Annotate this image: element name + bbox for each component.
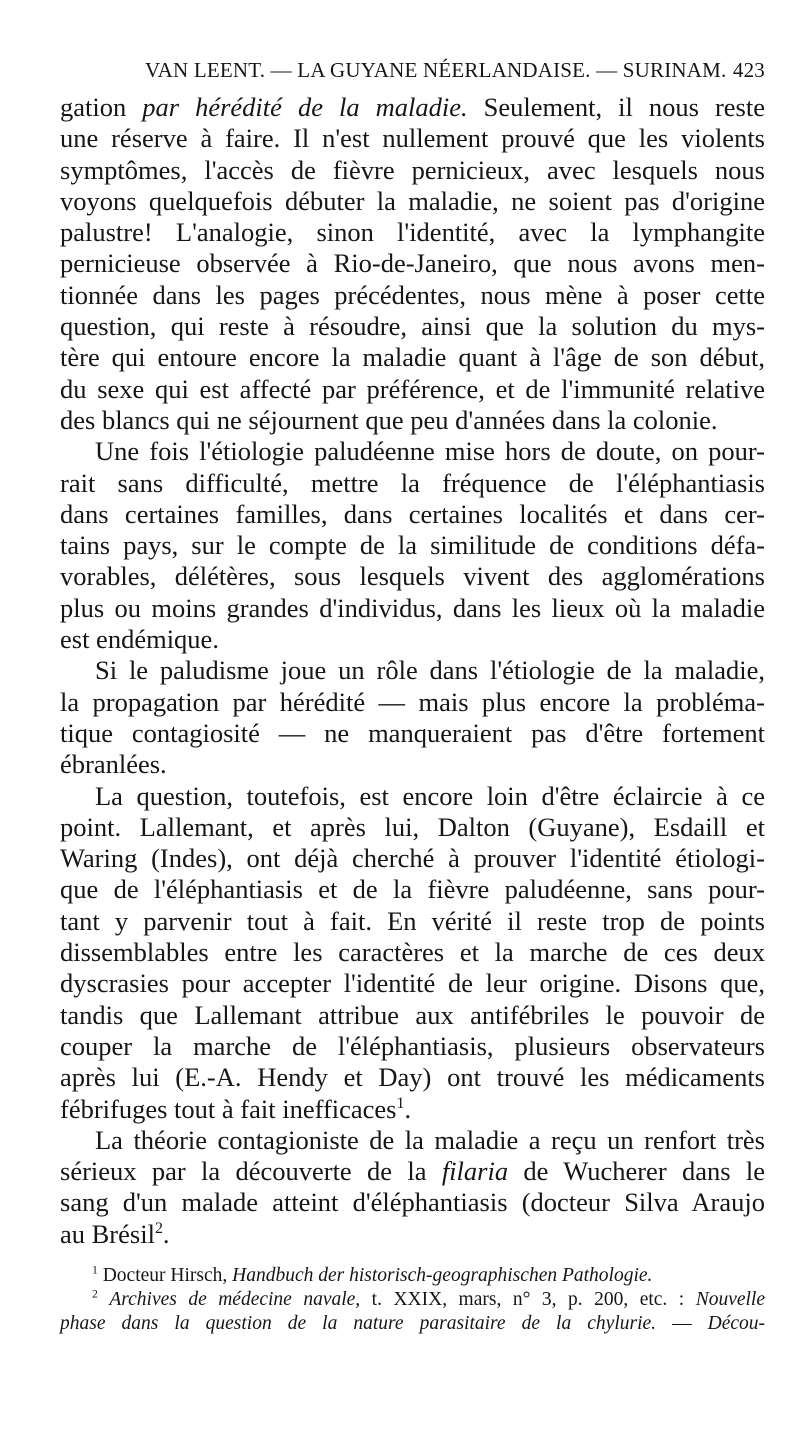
text-line: fébrifuges tout à fait inefficaces$^1$.	[60, 1093, 412, 1124]
text-line: que de l'éléphantiasis et de la fièvre paludéenne, sans pour-	[60, 874, 765, 905]
text-line: tandis que Lallemant attribue aux antifébriles le pouvoir de	[60, 999, 765, 1030]
text-line: Waring (Indes), ont déjà cherché à prouver l'identité étiologi-	[60, 843, 765, 874]
text-line: tionnée dans les pages précédentes, nous mène à poser cette	[60, 279, 765, 310]
text-line: la propagation par hérédité — mais plus encore la probléma-	[60, 686, 765, 717]
text-line: une réserve à faire. Il n'est nullement prouvé que les violents	[60, 123, 765, 154]
text-line: plus ou moins grandes d'individus, dans les lieux où la maladie	[60, 592, 765, 623]
text-line: tique contagiosité — ne manqueraient pas d'être fortement	[60, 717, 765, 748]
footnote-line: $^2$ Archives de médecine navale, t. XXIX, mars, n° 3, p. 200, etc. : Nouvelle	[92, 1287, 765, 1310]
text-line: est endémique.	[60, 624, 219, 655]
text-line: tains pays, sur le compte de la similitude de conditions défa-	[60, 530, 765, 561]
text-line: symptômes, l'accès de fièvre pernicieux, avec lesquels nous	[60, 154, 765, 185]
text-line: dyscrasies pour accepter l'identité de leur origine. Disons que,	[60, 968, 765, 999]
text-line: après lui (E.-A. Hendy et Day) ont trouvé les médicaments	[60, 1062, 765, 1093]
text-line: palustre! L'analogie, sinon l'identité, avec la lymphangite	[60, 217, 765, 248]
text-line: sang d'un malade atteint d'éléphantiasis (docteur Silva Araujo	[60, 1187, 765, 1218]
text-line: La question, toutefois, est encore loin d'être éclaircie à ce	[95, 780, 765, 811]
text-line: du sexe qui est affecté par préférence, et de l'immunité relative	[60, 373, 765, 404]
footnote-line: phase dans la question de la nature parasitaire de la chylurie. — Décou-	[60, 1313, 765, 1334]
text-line: gation par hérédité de la maladie. Seulement, il nous reste	[60, 92, 765, 122]
body-text	[60, 92, 765, 1250]
text-line: couper la marche de l'éléphantiasis, plusieurs observateurs	[60, 1030, 765, 1061]
text-line: tant y parvenir tout à fait. En vérité il reste trop de points	[60, 905, 765, 936]
text-line: vorables, délétères, sous lesquels vivent des agglomérations	[60, 561, 765, 592]
text-line: sérieux par la découverte de la filaria de Wucherer dans le	[60, 1156, 765, 1187]
text-line: rait sans difficulté, mettre la fréquence de l'éléphantiasis	[60, 467, 765, 498]
text-line: question, qui reste à résoudre, ainsi que la solution du mys-	[60, 311, 765, 342]
text-line: La théorie contagioniste de la maladie a reçu un renfort très	[95, 1124, 765, 1155]
text-line: pernicieuse observée à Rio-de-Janeiro, que nous avons men-	[60, 248, 765, 279]
text-line: voyons quelquefois débuter la maladie, ne soient pas d'origine	[60, 185, 765, 216]
page-number: 423	[732, 58, 765, 82]
text-line: dissemblables entre les caractères et la marche de ces deux	[60, 937, 765, 968]
footnote-line: $^1$ Docteur Hirsch, Handbuch der historisch-geographischen Pathologie.	[92, 1263, 653, 1286]
text-line: au Brésil$^2$.	[60, 1218, 170, 1249]
text-line: Une fois l'étiologie paludéenne mise hors de doute, on pour-	[95, 436, 765, 467]
text-line: Si le paludisme joue un rôle dans l'étiologie de la maladie,	[95, 655, 765, 686]
text-line: point. Lallemant, et après lui, Dalton (Guyane), Esdaill et	[60, 811, 765, 842]
text-line: dans certaines familles, dans certaines localités et dans cer-	[60, 498, 765, 529]
text-line: ébranlées.	[60, 749, 167, 780]
running-title: VAN LEENT. — LA GUYANE NÉERLANDAISE. — SURINAM.	[145, 58, 727, 82]
text-line: tère qui entoure encore la maladie quant à l'âge de son début,	[60, 342, 765, 373]
footnotes	[60, 1264, 765, 1336]
text-line: des blancs qui ne séjournent que peu d'années dans la colonie.	[60, 404, 718, 435]
running-header	[145, 58, 765, 92]
